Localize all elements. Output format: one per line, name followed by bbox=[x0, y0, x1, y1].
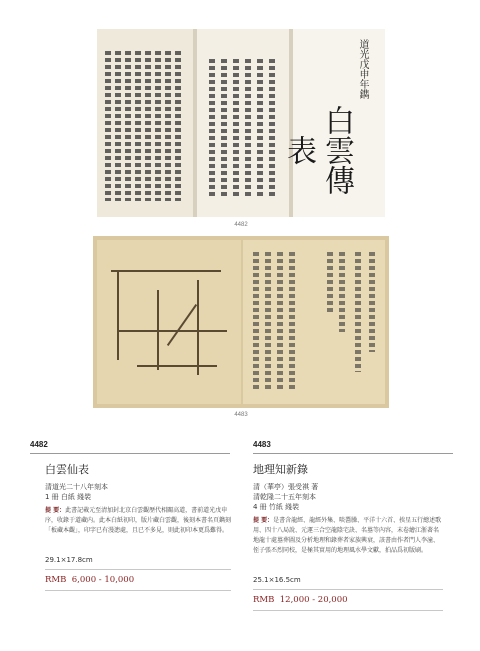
lot-price-4482 bbox=[45, 575, 134, 585]
lot-title-4482: 白雲仙表 bbox=[45, 463, 89, 476]
divider bbox=[45, 590, 231, 591]
map-line bbox=[117, 270, 119, 360]
lot-title-4483: 地理知新錄 bbox=[253, 463, 308, 476]
text-column bbox=[233, 59, 239, 199]
lot-number-4482: 4482 bbox=[30, 440, 48, 449]
meta-line: 清乾隆二十五年刻本 bbox=[253, 493, 316, 501]
map-page bbox=[97, 240, 241, 404]
divider bbox=[253, 610, 443, 611]
text-column bbox=[135, 51, 141, 201]
map-line bbox=[197, 280, 199, 375]
lot-description-4482 bbox=[45, 506, 231, 536]
price-range: 12,000 - 20,000 bbox=[279, 595, 348, 605]
text-column bbox=[105, 51, 111, 201]
currency-label: RMB bbox=[253, 595, 275, 605]
text-column bbox=[269, 59, 275, 199]
currency-label: RMB bbox=[45, 575, 67, 585]
lot-meta-4482 bbox=[45, 482, 108, 502]
text-column bbox=[175, 51, 181, 201]
text-column bbox=[221, 59, 227, 199]
divider bbox=[45, 569, 231, 570]
text-column bbox=[253, 252, 259, 392]
photo-caption-4483: 4483 bbox=[234, 412, 248, 418]
text-column bbox=[125, 51, 131, 201]
desc-label: 提 要： bbox=[45, 507, 66, 514]
desc-label: 提 要： bbox=[253, 517, 274, 524]
text-column bbox=[257, 59, 263, 199]
meta-line: 1 冊 白紙 綫裝 bbox=[45, 493, 92, 501]
lot-meta-4483 bbox=[253, 482, 318, 512]
desc-text: 是書含龍經、龍經外集、啖醬臊、平洋十六首、挨星五行總述歌用、四十八局說、元運三合空龍陰宅訣、名墓等內容，末卷繪江浙著名地龍十處墓葬圖及分析地理和錄葬者家族興衰，該書由作者門人李潼、侄子張丕烈同校，是極其實用的地理風水學文獻，拍品爲初版刷。 bbox=[253, 517, 442, 554]
text-column bbox=[327, 252, 333, 312]
text-column bbox=[245, 59, 251, 199]
text-column bbox=[165, 51, 171, 201]
text-column bbox=[355, 252, 361, 372]
divider bbox=[253, 589, 443, 590]
meta-line: 清道光二十八年刻本 bbox=[45, 483, 108, 491]
text-column bbox=[265, 252, 271, 392]
price-range: 6,000 - 10,000 bbox=[71, 575, 135, 585]
lot-number-4483: 4483 bbox=[253, 440, 271, 449]
book-photo-4483 bbox=[93, 236, 389, 408]
cover-subtitle: 道光戊申年鐫 bbox=[357, 39, 368, 99]
text-column bbox=[209, 59, 215, 199]
text-page bbox=[243, 240, 385, 404]
divider bbox=[30, 453, 230, 454]
cover-title: 白雲傳表 bbox=[281, 105, 354, 195]
book-photo-4482 bbox=[97, 29, 385, 217]
lot-size-4482: 29.1×17.8cm bbox=[45, 556, 93, 564]
photo-caption-4482: 4482 bbox=[234, 222, 248, 228]
divider bbox=[253, 453, 453, 454]
map-line bbox=[167, 304, 197, 346]
map-line bbox=[111, 270, 221, 272]
text-column bbox=[277, 252, 283, 392]
desc-text: 此書記載元至清加封北京白雲觀歷代相關高道，書前道光戊申序，收錄于道藏内。此本白紙初印，版片藏白雲觀，後刻本書名頁鐫刻「板藏本觀」，印字已有漫漶處，且已不多見，則此初印本更爲難得。 bbox=[45, 507, 232, 534]
text-column bbox=[115, 51, 121, 201]
lot-size-4483: 25.1×16.5cm bbox=[253, 576, 301, 584]
lot-price-4483 bbox=[253, 595, 348, 605]
lot-description-4483 bbox=[253, 516, 443, 556]
map-line bbox=[117, 330, 227, 332]
meta-line: 4 冊 竹紙 綫裝 bbox=[253, 503, 300, 511]
meta-line: 清（華亭）張受祺 著 bbox=[253, 483, 319, 491]
text-column bbox=[145, 51, 151, 201]
text-column bbox=[369, 252, 375, 352]
map-line bbox=[137, 365, 217, 367]
text-column bbox=[339, 252, 345, 332]
text-column bbox=[289, 252, 295, 392]
text-column bbox=[155, 51, 161, 201]
